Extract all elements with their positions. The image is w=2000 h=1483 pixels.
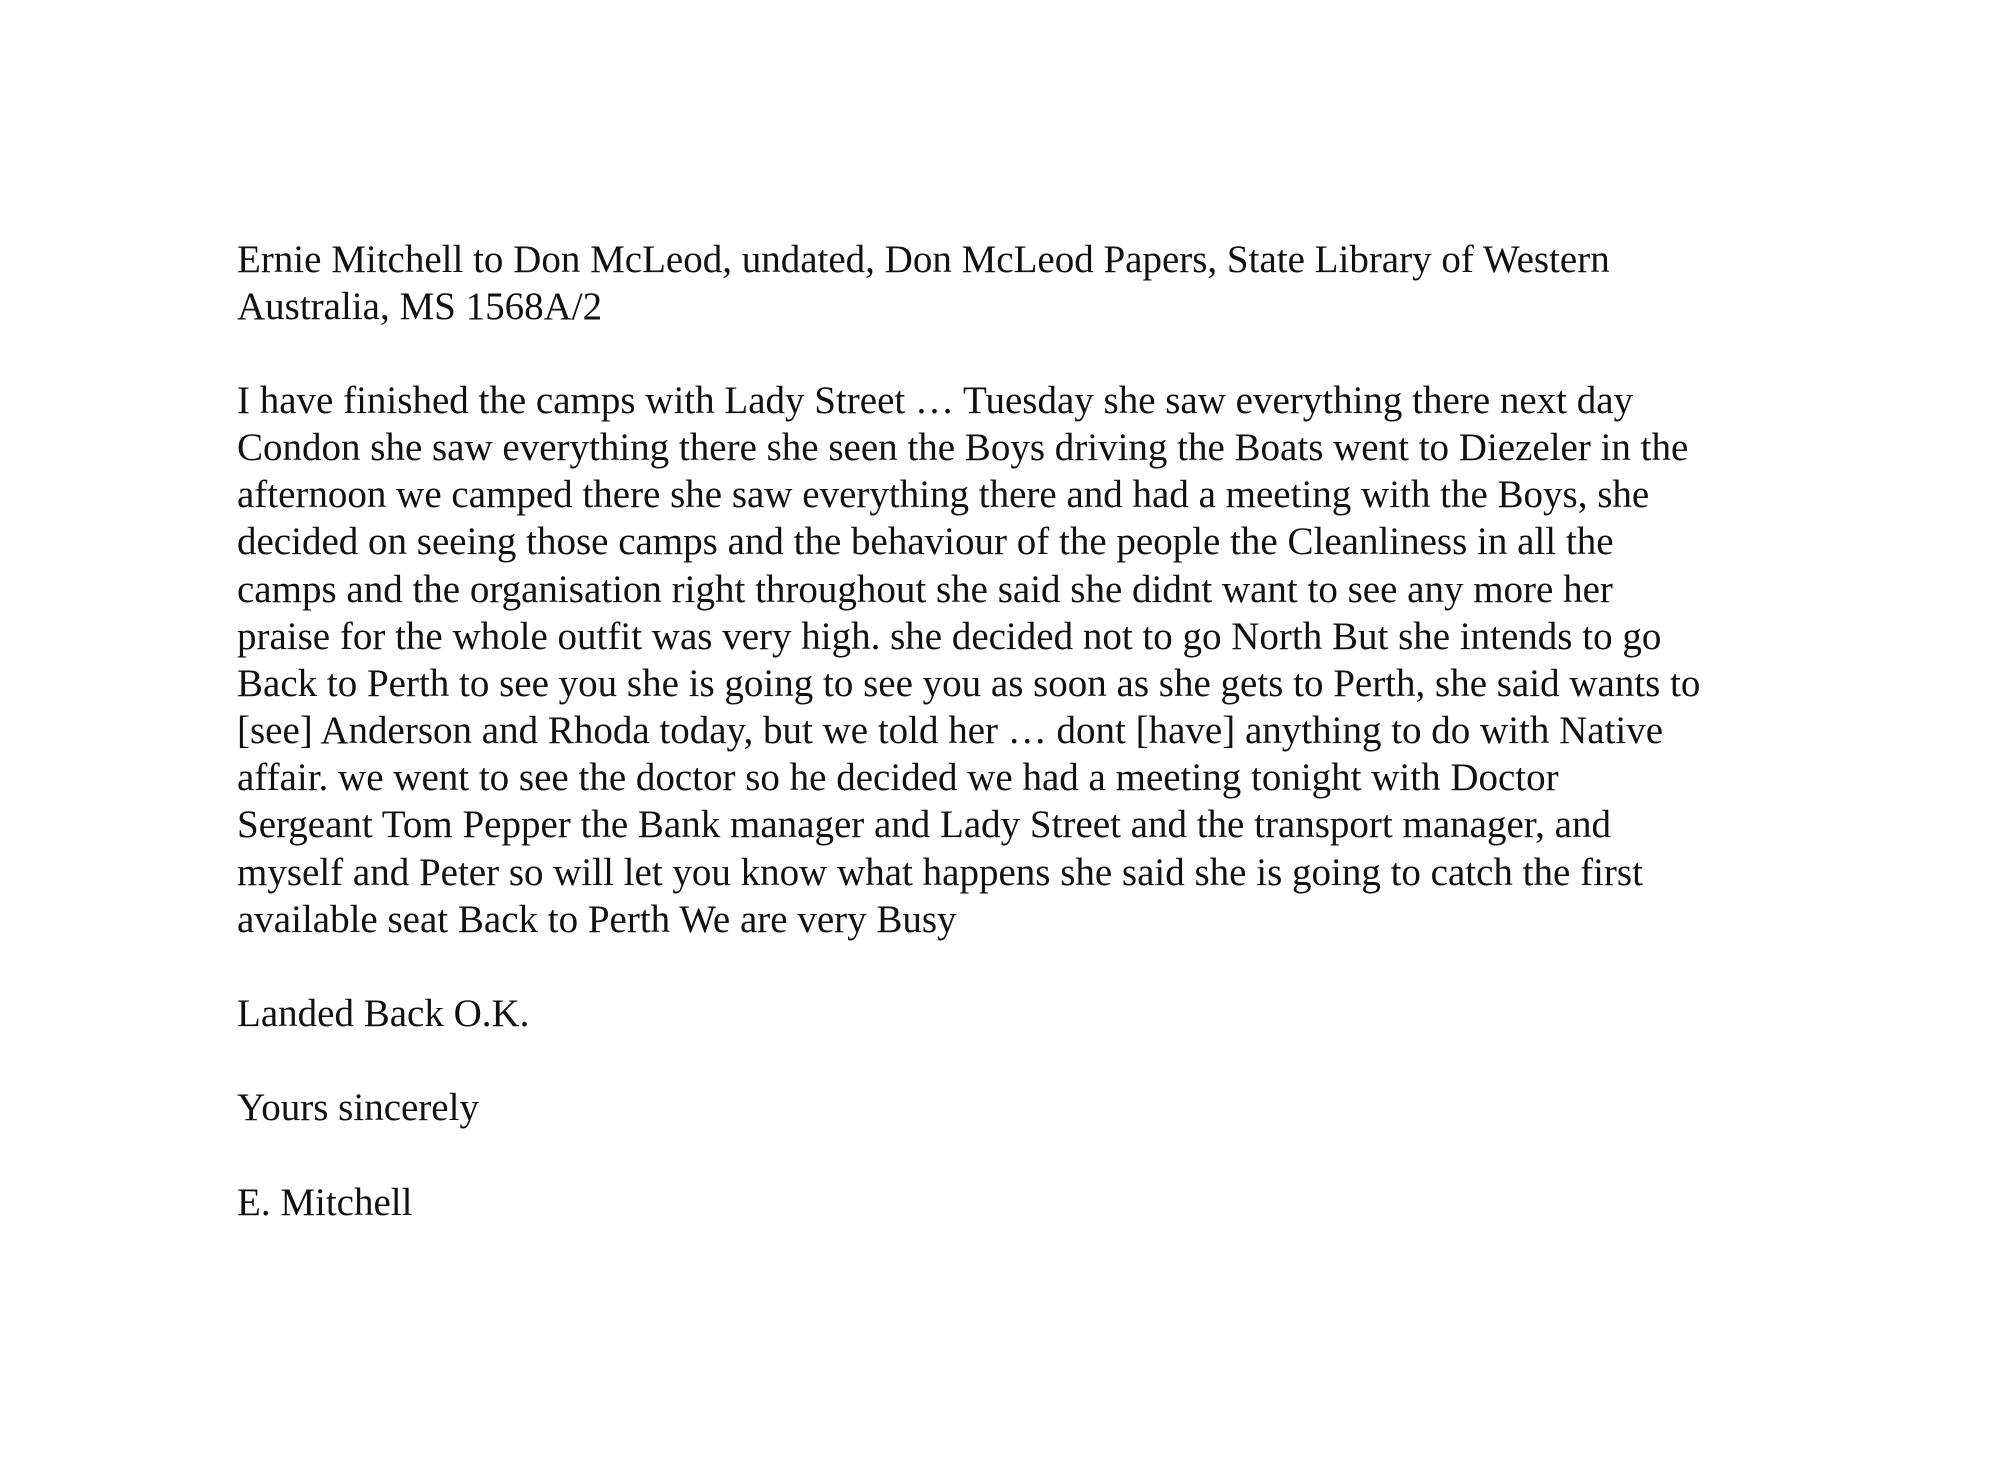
body-line-5: camps and the organisation right throughout she said she didnt want to see any more her [237, 568, 1613, 611]
body-line-1: I have finished the camps with Lady Street … Tuesday she saw everything there next day [237, 379, 1634, 422]
body-line-6: praise for the whole outfit was very high. she decided not to go North But she intends to go [237, 615, 1662, 658]
postscript: Landed Back O.K. [237, 992, 530, 1035]
body-line-7: Back to Perth to see you she is going to see you as soon as she gets to Perth, she said wants to [237, 662, 1701, 705]
closing: Yours sincerely [237, 1086, 479, 1129]
citation-line-1: Ernie Mitchell to Don McLeod, undated, Don McLeod Papers, State Library of Western [237, 238, 1610, 281]
body-line-8: [see] Anderson and Rhoda today, but we told her … dont [have] anything to do with Native [237, 709, 1664, 752]
body-line-2: Condon she saw everything there she seen the Boys driving the Boats went to Diezeler in the [237, 426, 1689, 469]
body-line-3: afternoon we camped there she saw everything there and had a meeting with the Boys, she [237, 473, 1650, 516]
body-line-4: decided on seeing those camps and the behaviour of the people the Cleanliness in all the [237, 520, 1614, 563]
citation-line-2: Australia, MS 1568A/2 [237, 285, 603, 328]
body-line-9: affair. we went to see the doctor so he decided we had a meeting tonight with Doctor [237, 756, 1559, 799]
body-line-11: myself and Peter so will let you know what happens she said she is going to catch the first [237, 851, 1643, 894]
body-line-12: available seat Back to Perth We are very Busy [237, 898, 957, 941]
signature: E. Mitchell [237, 1181, 413, 1224]
body-line-10: Sergeant Tom Pepper the Bank manager and Lady Street and the transport manager, and [237, 803, 1611, 846]
